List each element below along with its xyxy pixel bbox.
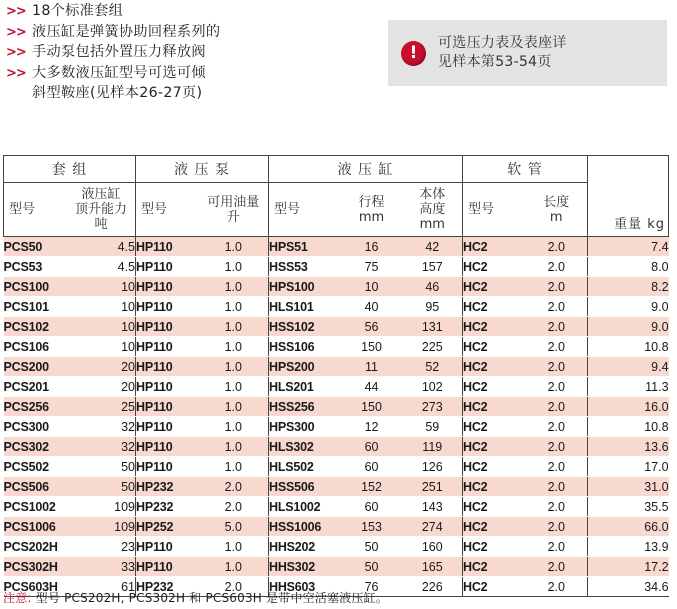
cell-weight: 31.0: [588, 477, 669, 497]
cell-stroke: 44: [341, 377, 403, 397]
table-row: [4, 337, 669, 357]
cell-length: 2.0: [526, 297, 588, 317]
cell-length: 2.0: [526, 517, 588, 537]
bullet-continuation: [6, 84, 366, 105]
bullet-text: 液压缸是弹簧协助回程系列的: [32, 23, 221, 40]
cell-cyl-model: HSS256: [269, 397, 341, 417]
cell-height: 273: [403, 397, 463, 417]
cell-pump-model: HP232: [136, 577, 199, 597]
group-header-hose: 软 管: [463, 156, 588, 183]
cell-length: 2.0: [526, 317, 588, 337]
cell-length: 2.0: [526, 437, 588, 457]
table-row: [4, 517, 669, 537]
table-row: [4, 357, 669, 377]
cell-length: 2.0: [526, 397, 588, 417]
cell-set-model: PCS1002: [4, 497, 68, 517]
cell-hose-model: HC2: [463, 237, 526, 257]
weight-header-text: 重量 kg: [614, 217, 666, 232]
column-header-length: [526, 183, 588, 237]
cell-height: 165: [403, 557, 463, 577]
cell-hose-model: HC2: [463, 317, 526, 337]
cell-capacity: 61: [68, 577, 136, 597]
cell-capacity: 4.5: [68, 257, 136, 277]
cell-height: 102: [403, 377, 463, 397]
double-chevron-icon: >>: [6, 24, 26, 40]
cell-oil: 1.0: [199, 257, 269, 277]
cell-cyl-model: HPS200: [269, 357, 341, 377]
cell-weight: 17.2: [588, 557, 669, 577]
cell-set-model: PCS603H: [4, 577, 68, 597]
cell-height: 119: [403, 437, 463, 457]
cell-set-model: PCS100: [4, 277, 68, 297]
cell-weight: 8.2: [588, 277, 669, 297]
cell-pump-model: HP110: [136, 437, 199, 457]
cell-cyl-model: HHS202: [269, 537, 341, 557]
table-column-header-row: [4, 183, 669, 237]
cell-stroke: 60: [341, 437, 403, 457]
cell-oil: 1.0: [199, 377, 269, 397]
table-group-header-row: [4, 156, 669, 183]
bullet-item: [6, 43, 366, 64]
cell-oil: 2.0: [199, 497, 269, 517]
cell-height: 225: [403, 337, 463, 357]
bullet-item: [6, 23, 366, 44]
cell-set-model: PCS302H: [4, 557, 68, 577]
cell-length: 2.0: [526, 277, 588, 297]
cell-height: 126: [403, 457, 463, 477]
cell-hose-model: HC2: [463, 297, 526, 317]
group-header-set: 套 组: [4, 156, 136, 183]
cell-pump-model: HP110: [136, 297, 199, 317]
group-header-pump: 液 压 泵: [136, 156, 269, 183]
double-chevron-icon: >>: [6, 4, 26, 19]
cell-height: 143: [403, 497, 463, 517]
cell-stroke: 150: [341, 337, 403, 357]
cell-stroke: 75: [341, 257, 403, 277]
cell-stroke: 152: [341, 477, 403, 497]
column-header-cyl-model: 型号: [269, 183, 341, 237]
cell-pump-model: HP110: [136, 277, 199, 297]
table-row: [4, 397, 669, 417]
cell-oil: 2.0: [199, 477, 269, 497]
cell-weight: 10.8: [588, 417, 669, 437]
column-header-weight: [588, 156, 669, 237]
cell-set-model: PCS300: [4, 417, 68, 437]
cell-length: 2.0: [526, 237, 588, 257]
cell-cyl-model: HSS102: [269, 317, 341, 337]
cell-stroke: 40: [341, 297, 403, 317]
height-header-text: 本体 高度 mm: [419, 187, 446, 232]
cell-stroke: 50: [341, 557, 403, 577]
table-row: [4, 317, 669, 337]
cell-cyl-model: HPS300: [269, 417, 341, 437]
table-row: [4, 417, 669, 437]
cell-pump-model: HP110: [136, 317, 199, 337]
gauge-note-box: [388, 20, 667, 86]
cell-oil: 1.0: [199, 337, 269, 357]
cell-height: 274: [403, 517, 463, 537]
cell-hose-model: HC2: [463, 257, 526, 277]
cell-capacity: 10: [68, 337, 136, 357]
bullet-text: 斜型鞍座(见样本26-27页): [32, 85, 203, 101]
table-row: [4, 557, 669, 577]
cell-set-model: PCS502: [4, 457, 68, 477]
cell-set-model: PCS53: [4, 257, 68, 277]
cell-length: 2.0: [526, 557, 588, 577]
cell-capacity: 109: [68, 497, 136, 517]
cell-set-model: PCS202H: [4, 537, 68, 557]
table-row: [4, 477, 669, 497]
cell-set-model: PCS201: [4, 377, 68, 397]
cell-cyl-model: HSS506: [269, 477, 341, 497]
cell-set-model: PCS101: [4, 297, 68, 317]
cell-height: 42: [403, 237, 463, 257]
table-row: [4, 377, 669, 397]
cell-capacity: 10: [68, 317, 136, 337]
column-header-set-model: 型号: [4, 183, 68, 237]
cell-hose-model: HC2: [463, 397, 526, 417]
cell-weight: 13.6: [588, 437, 669, 457]
cell-capacity: 20: [68, 357, 136, 377]
cell-oil: 1.0: [199, 437, 269, 457]
footnote-label: 注意:: [3, 591, 32, 605]
cell-capacity: 109: [68, 517, 136, 537]
cell-capacity: 32: [68, 437, 136, 457]
cell-capacity: 23: [68, 537, 136, 557]
table-row: [4, 437, 669, 457]
feature-bullet-list: [6, 2, 366, 105]
cell-capacity: 25: [68, 397, 136, 417]
cell-oil: 2.0: [199, 577, 269, 597]
cell-oil: 1.0: [199, 457, 269, 477]
cell-hose-model: HC2: [463, 437, 526, 457]
cell-set-model: PCS106: [4, 337, 68, 357]
cell-height: 52: [403, 357, 463, 377]
cell-hose-model: HC2: [463, 457, 526, 477]
cell-set-model: PCS1006: [4, 517, 68, 537]
table-row: [4, 297, 669, 317]
cell-capacity: 10: [68, 277, 136, 297]
cell-height: 157: [403, 257, 463, 277]
bullet-item: [6, 2, 366, 23]
cell-hose-model: HC2: [463, 377, 526, 397]
cell-oil: 1.0: [199, 397, 269, 417]
bullet-text: 18个标准套组: [32, 3, 124, 19]
cell-length: 2.0: [526, 377, 588, 397]
cell-weight: 35.5: [588, 497, 669, 517]
column-header-capacity: [68, 183, 136, 237]
group-header-cylinder: 液 压 缸: [269, 156, 463, 183]
cell-stroke: 11: [341, 357, 403, 377]
cell-capacity: 50: [68, 477, 136, 497]
footnote-text: 型号 PCS202H, PCS302H 和 PCS603H 是带中空活塞液压缸。: [35, 591, 389, 605]
bullet-text: 手动泵包括外置压力释放阀: [32, 44, 206, 60]
cell-height: 131: [403, 317, 463, 337]
cell-capacity: 4.5: [68, 237, 136, 257]
cell-weight: 7.4: [588, 237, 669, 257]
cell-oil: 1.0: [199, 317, 269, 337]
cell-pump-model: HP232: [136, 497, 199, 517]
column-header-oil: [199, 183, 269, 237]
cell-length: 2.0: [526, 357, 588, 377]
cell-weight: 16.0: [588, 397, 669, 417]
cell-height: 59: [403, 417, 463, 437]
cell-hose-model: HC2: [463, 417, 526, 437]
cell-set-model: PCS200: [4, 357, 68, 377]
cell-oil: 1.0: [199, 357, 269, 377]
cell-weight: 9.4: [588, 357, 669, 377]
cell-cyl-model: HHS302: [269, 557, 341, 577]
column-header-pump-model: 型号: [136, 183, 199, 237]
cell-length: 2.0: [526, 477, 588, 497]
cell-cyl-model: HLS302: [269, 437, 341, 457]
cell-length: 2.0: [526, 497, 588, 517]
cell-cyl-model: HLS1002: [269, 497, 341, 517]
cell-hose-model: HC2: [463, 357, 526, 377]
table-row: [4, 237, 669, 257]
cell-pump-model: HP110: [136, 337, 199, 357]
cell-capacity: 10: [68, 297, 136, 317]
cell-stroke: 150: [341, 397, 403, 417]
cell-capacity: 20: [68, 377, 136, 397]
cell-height: 226: [403, 577, 463, 597]
cell-height: 46: [403, 277, 463, 297]
bullet-text: 大多数液压缸型号可选可倾: [32, 64, 206, 81]
cell-weight: 11.3: [588, 377, 669, 397]
capacity-header-text: 液压缸 顶升能力 吨: [75, 187, 128, 232]
footnote: [3, 589, 388, 606]
cell-cyl-model: HSS53: [269, 257, 341, 277]
cell-weight: 10.8: [588, 337, 669, 357]
cell-length: 2.0: [526, 537, 588, 557]
cell-stroke: 12: [341, 417, 403, 437]
cell-height: 95: [403, 297, 463, 317]
cell-length: 2.0: [526, 257, 588, 277]
cell-set-model: PCS256: [4, 397, 68, 417]
cell-cyl-model: HSS106: [269, 337, 341, 357]
cell-capacity: 50: [68, 457, 136, 477]
cell-hose-model: HC2: [463, 277, 526, 297]
note-line-2: 见样本第53-54页: [438, 54, 552, 70]
cell-hose-model: HC2: [463, 577, 526, 597]
cell-cyl-model: HLS101: [269, 297, 341, 317]
cell-capacity: 32: [68, 417, 136, 437]
cell-oil: 1.0: [199, 557, 269, 577]
cell-capacity: 33: [68, 557, 136, 577]
cell-weight: 9.0: [588, 297, 669, 317]
double-chevron-icon: >>: [6, 45, 26, 60]
table-row: [4, 277, 669, 297]
double-chevron-icon: >>: [6, 65, 26, 81]
bullet-item: [6, 64, 366, 85]
note-text: [438, 34, 567, 72]
cell-set-model: PCS102: [4, 317, 68, 337]
cell-hose-model: HC2: [463, 517, 526, 537]
table-row: [4, 537, 669, 557]
cell-stroke: 153: [341, 517, 403, 537]
cell-pump-model: HP110: [136, 457, 199, 477]
length-header-text: 长度 m: [543, 194, 570, 225]
cell-stroke: 56: [341, 317, 403, 337]
cell-pump-model: HP252: [136, 517, 199, 537]
cell-oil: 1.0: [199, 297, 269, 317]
cell-weight: 9.0: [588, 317, 669, 337]
oil-header-text: 可用油量 升: [207, 194, 260, 225]
cell-pump-model: HP110: [136, 357, 199, 377]
cell-height: 251: [403, 477, 463, 497]
cell-cyl-model: HSS1006: [269, 517, 341, 537]
cell-stroke: 60: [341, 497, 403, 517]
cell-pump-model: HP110: [136, 237, 199, 257]
cell-length: 2.0: [526, 577, 588, 597]
cell-cyl-model: HHS603: [269, 577, 341, 597]
exclamation-icon: !: [401, 41, 426, 66]
cell-weight: 8.0: [588, 257, 669, 277]
cell-stroke: 16: [341, 237, 403, 257]
cell-length: 2.0: [526, 457, 588, 477]
cell-pump-model: HP110: [136, 557, 199, 577]
cell-stroke: 50: [341, 537, 403, 557]
cell-hose-model: HC2: [463, 477, 526, 497]
cell-pump-model: HP110: [136, 397, 199, 417]
cell-cyl-model: HLS201: [269, 377, 341, 397]
cell-stroke: 60: [341, 457, 403, 477]
cell-oil: 1.0: [199, 277, 269, 297]
cell-oil: 1.0: [199, 237, 269, 257]
cell-length: 2.0: [526, 337, 588, 357]
cell-hose-model: HC2: [463, 497, 526, 517]
cell-cyl-model: HPS51: [269, 237, 341, 257]
cell-weight: 66.0: [588, 517, 669, 537]
note-line-1: 可选压力表及表座详: [438, 35, 567, 51]
cell-stroke: 76: [341, 577, 403, 597]
cell-hose-model: HC2: [463, 337, 526, 357]
cell-pump-model: HP110: [136, 257, 199, 277]
cell-set-model: PCS302: [4, 437, 68, 457]
cell-set-model: PCS506: [4, 477, 68, 497]
cell-stroke: 10: [341, 277, 403, 297]
cell-oil: 1.0: [199, 537, 269, 557]
cell-oil: 1.0: [199, 417, 269, 437]
cell-cyl-model: HPS100: [269, 277, 341, 297]
cell-pump-model: HP232: [136, 477, 199, 497]
table-body: [4, 237, 669, 597]
stroke-header-text: 行程 mm: [358, 194, 385, 225]
cell-hose-model: HC2: [463, 537, 526, 557]
cell-length: 2.0: [526, 417, 588, 437]
table-row: [4, 457, 669, 477]
cell-weight: 17.0: [588, 457, 669, 477]
set-spec-table: [3, 155, 669, 597]
cell-weight: 34.6: [588, 577, 669, 597]
cell-cyl-model: HLS502: [269, 457, 341, 477]
cell-oil: 5.0: [199, 517, 269, 537]
table-row: [4, 497, 669, 517]
cell-set-model: PCS50: [4, 237, 68, 257]
column-header-hose-model: 型号: [463, 183, 526, 237]
column-header-height: [403, 183, 463, 237]
cell-pump-model: HP110: [136, 537, 199, 557]
cell-hose-model: HC2: [463, 557, 526, 577]
cell-pump-model: HP110: [136, 377, 199, 397]
cell-pump-model: HP110: [136, 417, 199, 437]
table-row: [4, 257, 669, 277]
column-header-stroke: [341, 183, 403, 237]
cell-weight: 13.9: [588, 537, 669, 557]
cell-height: 160: [403, 537, 463, 557]
